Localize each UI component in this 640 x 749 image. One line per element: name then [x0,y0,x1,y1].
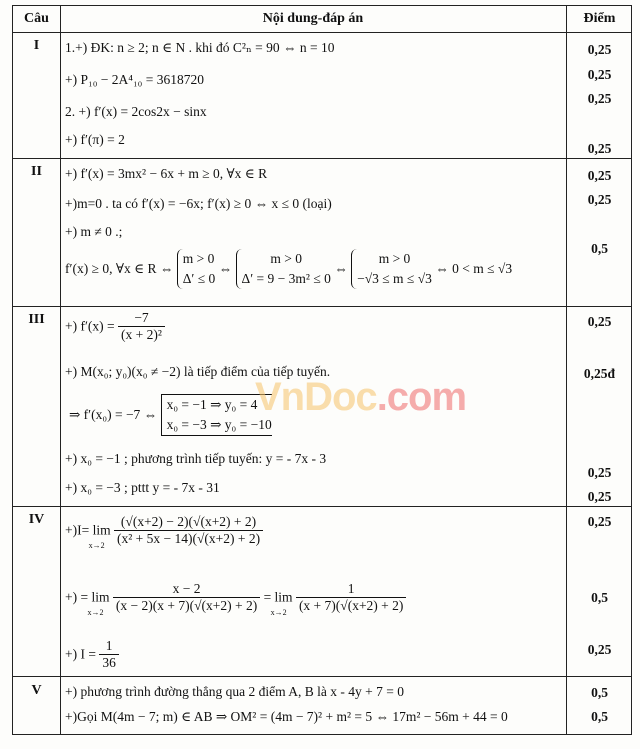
answer-line: +) f′(x) = 3mx² − 6x + m ≥ 0, ∀x ∈ R [65,166,268,181]
section-label: IV [28,512,45,527]
system-brace [236,249,331,289]
points-value: 0,5 [591,685,608,700]
points-value: 0,25 [587,192,612,207]
points-value: 0,5 [591,709,608,724]
answer-line: +)Gọi M(4m − 7; m) ∈ AB ⇒ OM² = (4m − 7)² + m² = 5 ⇔ 17m² − 56m + 44 = 0 [65,709,508,724]
expr: Δ′ = 9 − 3m² ≤ 0 [241,271,331,286]
fraction [113,581,260,614]
watermark [255,375,466,420]
answer-line: +) phương trình đường thẳng qua 2 điểm A, B là x - 4y + 7 = 0 [65,684,404,699]
expr: +) f′(x) = [65,318,115,334]
answer-line: +) M(x₀; y₀)(x₀ ≠ −2) là tiếp điểm của tiếp tuyến. [65,364,331,379]
expr: = lim [263,589,293,605]
denominator: (x − 2)(x + 7)(√(x+2) + 2) [115,598,258,613]
limit-subscript: x→2 [88,540,105,550]
column-divider [60,6,61,734]
numerator: 1 [296,581,406,598]
limit-subscript: x→2 [87,607,104,617]
expr: m > 0 [182,251,215,266]
section-label: V [31,683,42,698]
expr: −√3 ≤ m ≤ √3 [357,271,432,286]
numerator: 1 [99,638,119,655]
row-divider [13,32,631,33]
answer-line-cases [69,394,272,436]
fraction [296,581,406,614]
numerator: −7 [118,310,165,327]
system-brace [351,249,432,289]
system-brace [177,249,216,289]
expr: x₀ = −1 ⇒ y₀ = 4 [166,397,258,412]
watermark-domain: .com [376,375,467,419]
limit-subscript: x→2 [270,607,287,617]
points-value: 0,25 [587,314,612,329]
answer-line [65,514,263,550]
points-value: 0,25 [587,42,612,57]
points-value: 0,25đ [583,366,616,381]
numerator: x − 2 [113,581,260,598]
expr: Δ′ ≤ 0 [182,271,216,286]
denominator: 36 [102,655,116,670]
answer-line: +) x₀ = −3 ; pttt y = - 7x - 31 [65,480,220,495]
points-value: 0,5 [591,590,608,605]
points-value: 0,25 [587,465,612,480]
points-value: 0,25 [587,642,612,657]
answer-line [65,310,165,343]
answer-line: +) x₀ = −1 ; phương trình tiếp tuyến: y = - 7x - 3 [65,451,327,466]
expr: ⇔ 0 < m ≤ √3 [435,261,513,276]
answer-line [65,638,119,671]
expr: ⇔ [334,261,348,276]
answer-line: +) m ≠ 0 .; [65,224,123,239]
expr: m > 0 [378,251,411,266]
denominator: (x² + 5x − 14)(√(x+2) + 2) [116,531,261,546]
watermark-brand: VnDoc [255,375,377,419]
expr: ⇔ [218,261,233,276]
expr: +)I= lim [65,522,111,538]
section-label: III [28,312,45,327]
fraction [114,514,263,547]
answer-line [65,581,406,617]
row-divider [13,506,631,507]
expr: x₀ = −3 ⇒ y₀ = −10 [166,417,272,432]
expr: m > 0 [270,251,303,266]
expr: +) = lim [65,589,110,605]
denominator: (x + 2)² [121,327,162,342]
points-value: 0,25 [587,67,612,82]
fraction [118,310,165,343]
row-divider [13,676,631,677]
points-value: 0,25 [587,514,612,529]
section-label: II [31,164,42,179]
answer-line: 2. +) f′(x) = 2cos2x − sinx [65,104,207,119]
header-points: Điểm [583,11,616,26]
expr: ⇒ f′(x₀) = −7 ⇔ [69,407,158,422]
header-content: Nội dung-đáp án [262,11,364,26]
expr: f′(x) ≥ 0, ∀x ∈ R ⇔ [65,261,174,276]
points-value: 0,25 [587,91,612,106]
points-value: 0,25 [587,489,612,504]
row-divider [13,158,631,159]
points-value: 0,5 [591,241,608,256]
denominator: (x + 7)(√(x+2) + 2) [298,598,404,613]
points-value: 0,25 [587,168,612,183]
header-question: Câu [24,11,49,26]
answer-line: 1.+) ĐK: n ≥ 2; n ∈ N . khi đó C²ₙ = 90 ⇔ n = 10 [65,40,335,55]
row-divider [13,306,631,307]
expr: +) I = [65,646,96,662]
answer-line: +) f′(π) = 2 [65,132,125,147]
section-label: I [33,38,40,53]
answer-table [12,5,632,735]
points-value: 0,25 [587,141,612,156]
fraction [99,638,119,671]
answer-line: +) P₁₀ − 2A⁴₁₀ = 3618720 [65,72,205,87]
answer-line: +)m=0 . ta có f′(x) = −6x; f′(x) ≥ 0 ⇔ x ≤ 0 (loại) [65,196,332,211]
answer-line-system [65,249,512,289]
numerator: (√(x+2) − 2)(√(x+2) + 2) [114,514,263,531]
